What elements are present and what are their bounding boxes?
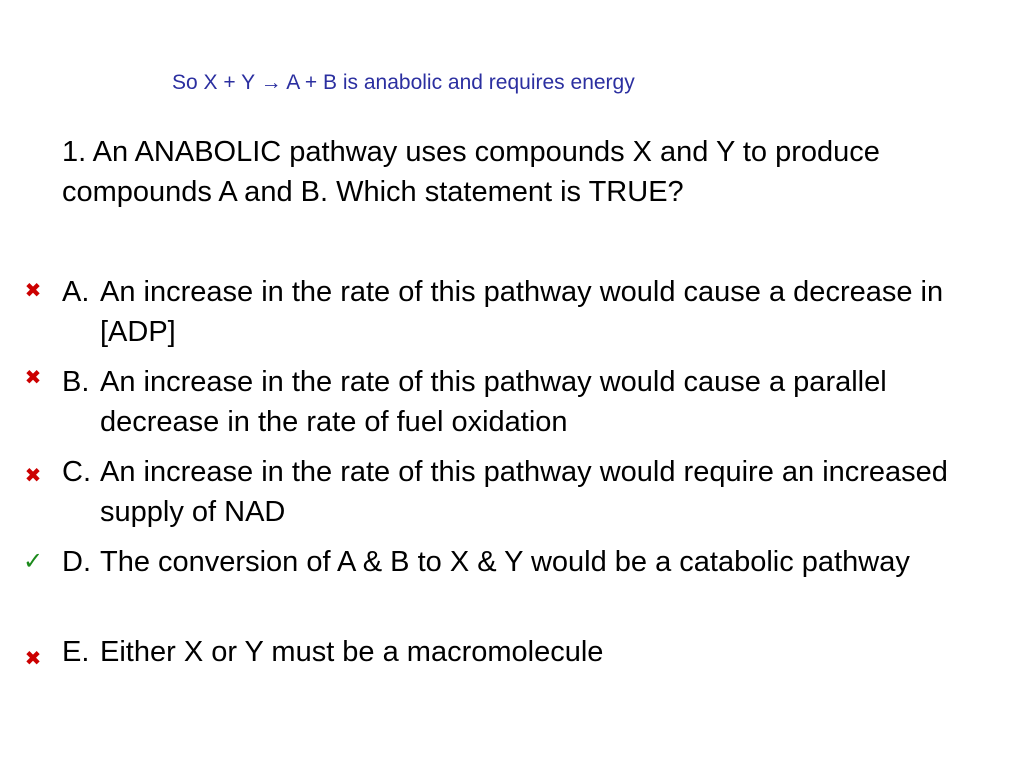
energy-note [172,70,635,96]
cross-icon: ✖ [24,280,42,302]
option-text: The conversion of A & B to X & Y would be a catabolic pathway [100,546,910,578]
question-text: 1. An ANABOLIC pathway uses compounds X and Y to produce compounds A and B. Which statement is TRUE? [62,136,880,208]
option-c [0,452,1000,532]
option-letter: E. [62,636,90,668]
option-text: Either X or Y must be a macromolecule [100,636,604,668]
checkmark-icon: ✓ [22,548,44,575]
option-letter: A. [62,276,90,308]
cross-icon: ✖ [24,648,42,670]
arrow-icon: → [260,71,282,94]
cross-icon: ✖ [24,465,42,487]
option-b [0,362,1000,442]
option-a [0,272,1000,352]
option-text: An increase in the rate of this pathway would cause a decrease in [ADP] [100,276,944,348]
option-letter: D. [62,546,91,578]
option-letter: B. [62,366,90,398]
cross-icon: ✖ [24,367,42,389]
energy-note-suffix: A + B is anabolic and requires energy [286,71,635,94]
option-text: An increase in the rate of this pathway would require an increased supply of NAD [100,456,948,528]
energy-note-prefix: So X + Y [172,71,255,94]
option-letter: C. [62,456,91,488]
option-e [0,632,1000,712]
option-d [0,542,1000,622]
option-text: An increase in the rate of this pathway would cause a parallel decrease in the rate of fuel oxidation [100,366,887,438]
